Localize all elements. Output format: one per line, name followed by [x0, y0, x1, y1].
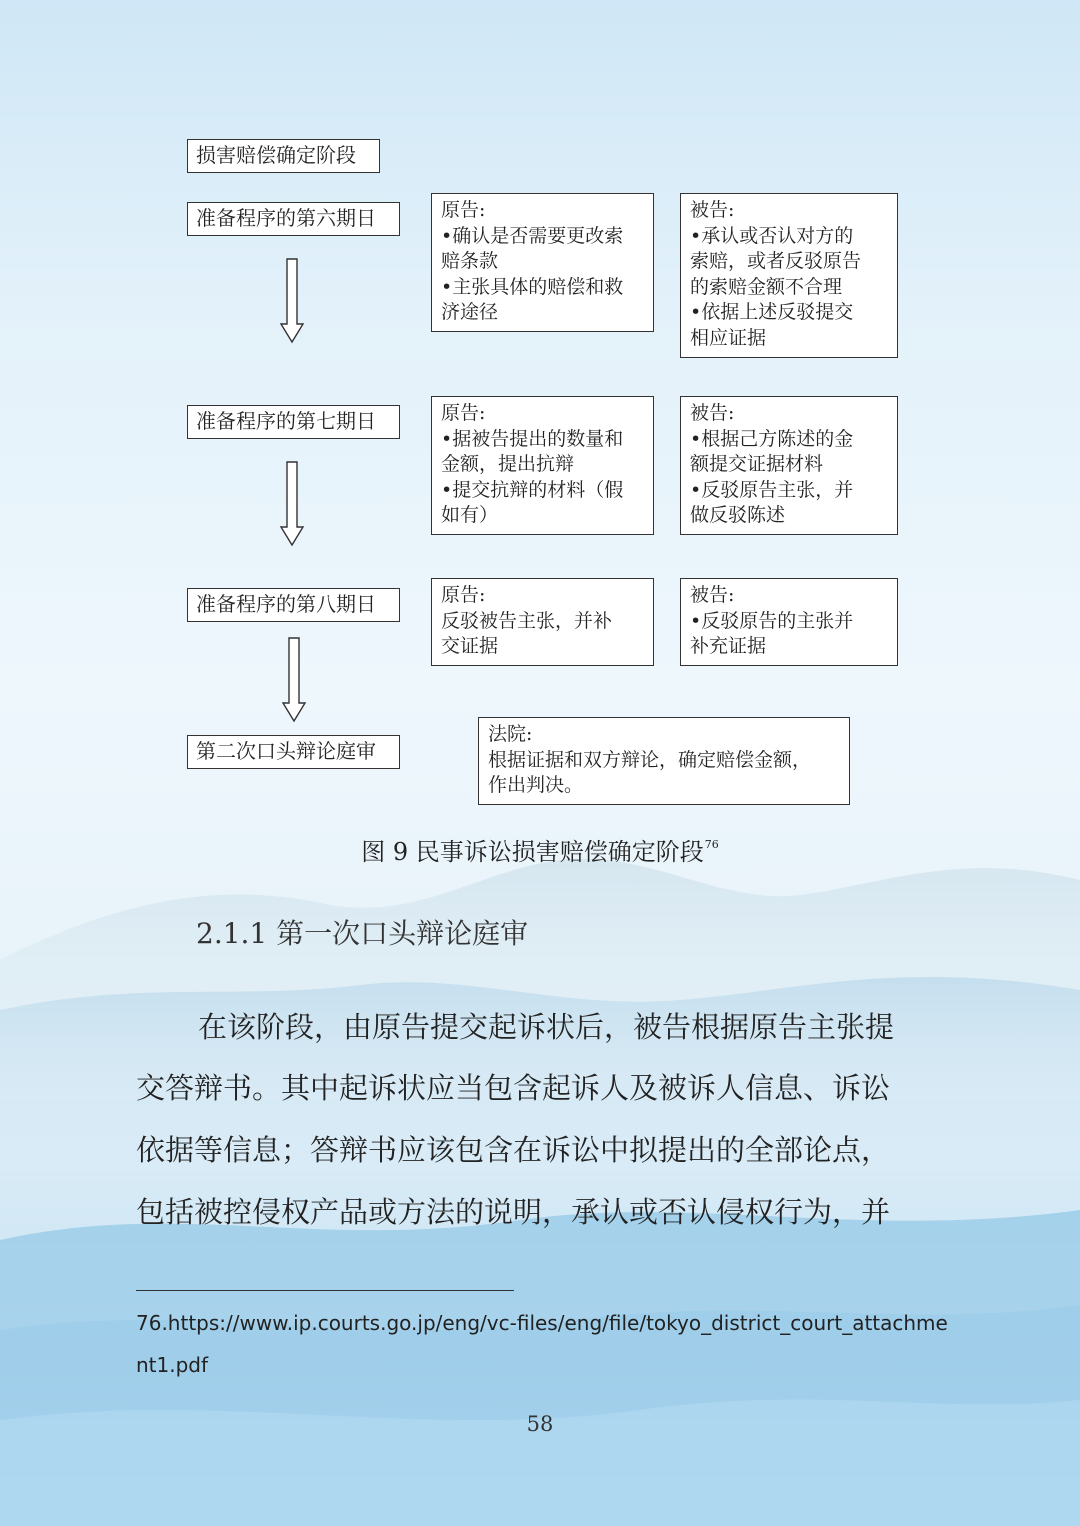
defendant-label: 被告: — [690, 584, 735, 606]
defendant-line: 索赔，或者反驳原告 — [690, 250, 862, 272]
page-number: 58 — [526, 1412, 554, 1436]
defendant-line: •反驳原告主张，并 — [690, 478, 854, 501]
court-label: 法院: — [488, 723, 533, 745]
section-title: 损害赔偿确定阶段 — [196, 143, 356, 167]
plaintiff-box-8 — [431, 578, 654, 666]
defendant-line: •承认或否认对方的 — [690, 224, 854, 247]
down-arrow-icon — [281, 637, 307, 723]
plaintiff-label: 原告: — [441, 199, 486, 221]
defendant-line: 相应证据 — [690, 326, 767, 349]
defendant-box-8 — [680, 578, 898, 666]
stage-label: 准备程序的第七期日 — [196, 409, 376, 433]
defendant-label: 被告: — [690, 199, 735, 221]
plaintiff-line: 反驳被告主张，并补 — [441, 609, 613, 632]
section-heading: 2.1.1 第一次口头辩论庭审 — [196, 917, 529, 950]
stage-box-final — [187, 735, 400, 769]
paragraph-line: 在该阶段，由原告提交起诉状后，被告根据原告主张提 — [198, 1010, 895, 1044]
stage-label: 第二次口头辩论庭审 — [196, 739, 376, 763]
figure-caption — [0, 828, 1080, 869]
defendant-line: 做反驳陈述 — [690, 504, 786, 526]
plaintiff-line: 交证据 — [441, 635, 499, 657]
defendant-line: •根据己方陈述的金 — [690, 427, 854, 450]
plaintiff-line: •确认是否需要更改索 — [441, 224, 624, 247]
defendant-line: 的索赔金额不合理 — [690, 275, 843, 298]
paragraph-line: 包括被控侵权产品或方法的说明，承认或否认侵权行为，并 — [136, 1195, 891, 1229]
paragraph-line: 交答辩书。其中起诉状应当包含起诉人及被诉人信息、诉讼 — [136, 1071, 891, 1105]
plaintiff-box-7 — [431, 396, 654, 535]
footnote-divider — [136, 1290, 514, 1291]
plaintiff-line: 金额，提出抗辩 — [441, 453, 575, 475]
court-line: 根据证据和双方辩论，确定赔偿金额， — [488, 748, 812, 771]
plaintiff-line: •提交抗辩的材料（假 — [441, 478, 624, 501]
plaintiff-box-6 — [431, 193, 654, 332]
stage-label: 准备程序的第八期日 — [196, 592, 376, 616]
plaintiff-line: •据被告提出的数量和 — [441, 427, 624, 450]
court-line: 作出判决。 — [488, 774, 584, 796]
footnote: 76.https://www.ip.courts.go.jp/eng/vc-files/eng/file/tokyo_district_court_attachment1.pdf — [136, 1311, 948, 1377]
paragraph-line: 依据等信息；答辩书应该包含在诉讼中拟提出的全部论点， — [136, 1133, 891, 1167]
plaintiff-line: 济途径 — [441, 301, 499, 323]
defendant-line: •依据上述反驳提交 — [690, 301, 854, 323]
defendant-label: 被告: — [690, 402, 735, 424]
plaintiff-label: 原告: — [441, 584, 486, 606]
stage-label: 准备程序的第六期日 — [196, 206, 376, 230]
defendant-box-7 — [680, 396, 898, 535]
plaintiff-line: •主张具体的赔偿和救 — [441, 275, 624, 298]
stage-box-8 — [187, 588, 400, 622]
court-box — [478, 717, 850, 805]
section-title-box — [187, 139, 380, 173]
defendant-line: 补充证据 — [690, 635, 767, 657]
defendant-box-6 — [680, 193, 898, 358]
footnote-ref: 76 — [704, 838, 719, 851]
down-arrow-icon — [279, 461, 305, 547]
plaintiff-label: 原告: — [441, 402, 486, 424]
caption-text: 图 9 民事诉讼损害赔偿确定阶段 — [361, 838, 704, 866]
plaintiff-line: 赔条款 — [441, 250, 499, 272]
stage-box-6 — [187, 202, 400, 236]
defendant-line: •反驳原告的主张并 — [690, 609, 854, 632]
down-arrow-icon — [279, 258, 305, 344]
stage-box-7 — [187, 405, 400, 439]
defendant-line: 额提交证据材料 — [690, 453, 824, 475]
plaintiff-line: 如有） — [441, 504, 499, 526]
